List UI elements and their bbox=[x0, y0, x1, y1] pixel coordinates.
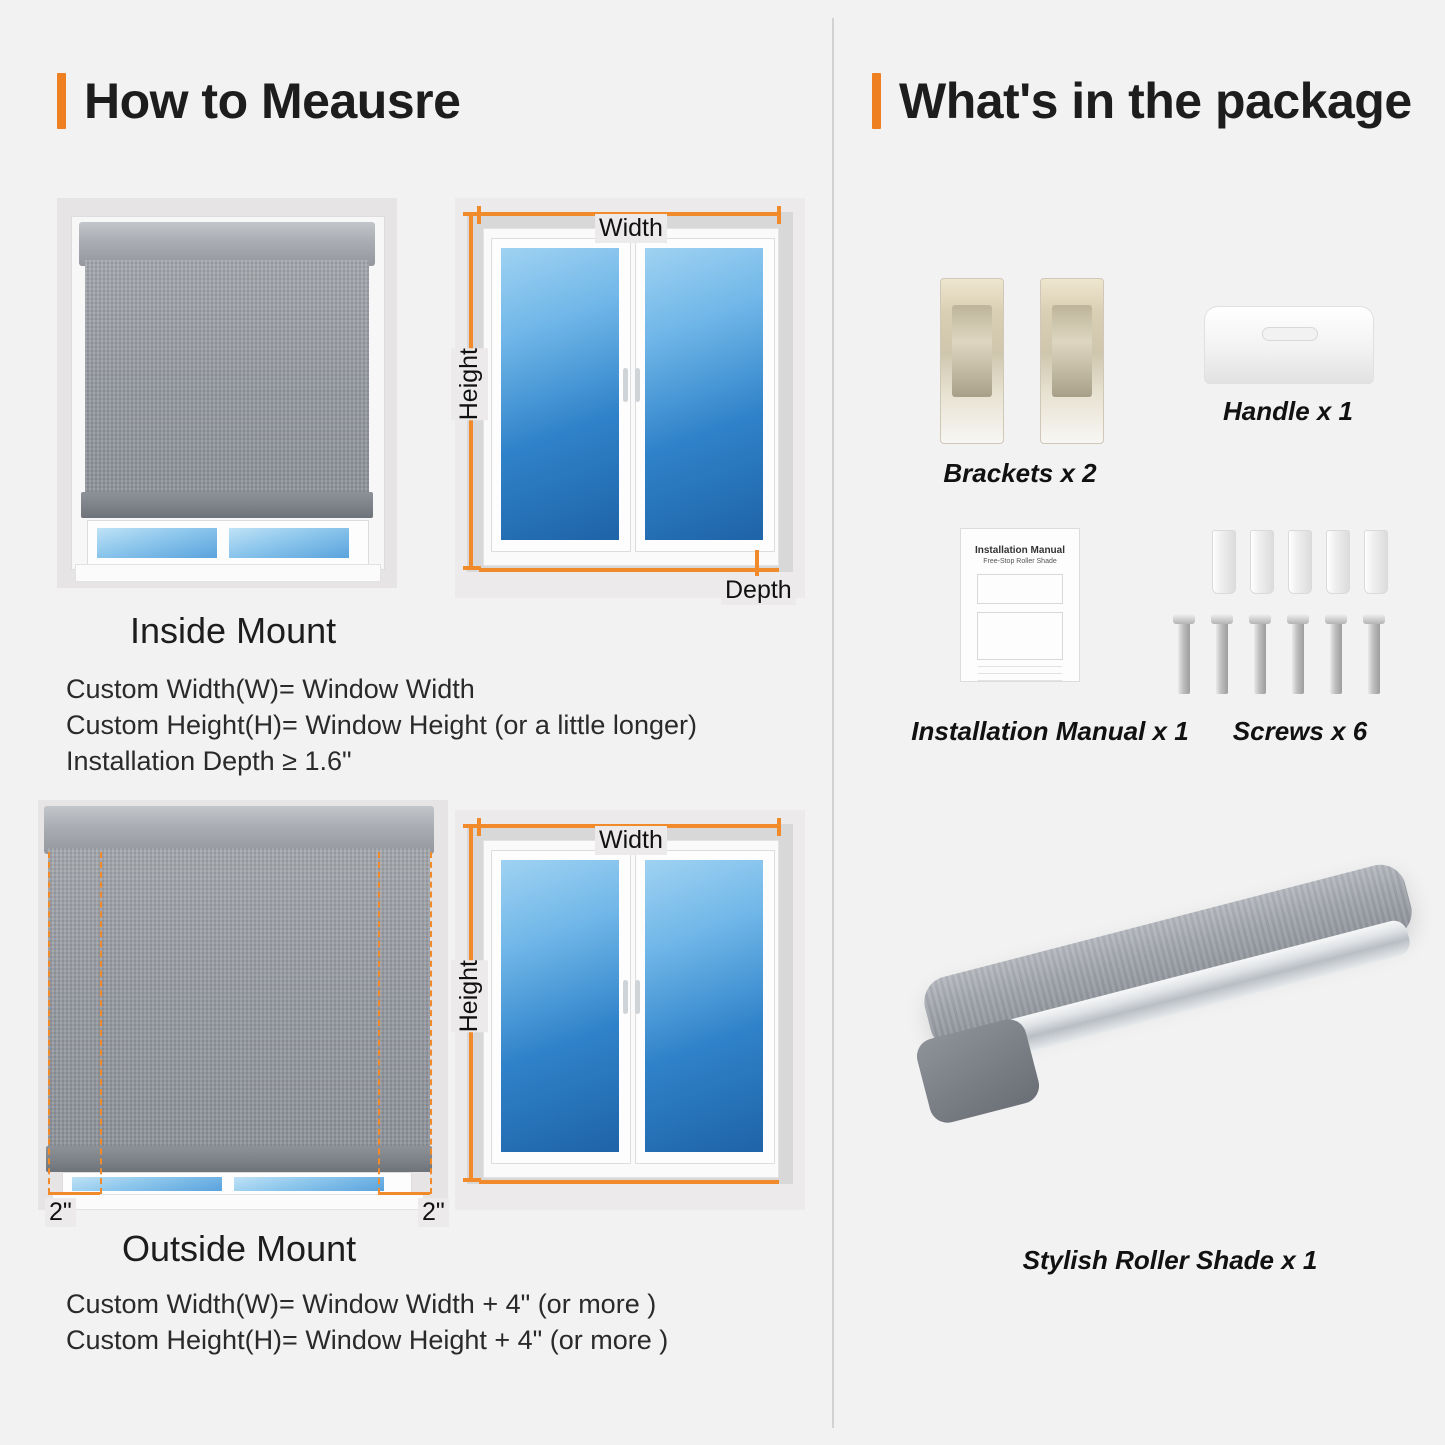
outside-height-label: Height bbox=[451, 960, 488, 1032]
handle-label: Handle x 1 bbox=[1222, 396, 1354, 426]
outside-spec-2: Custom Height(H)= Window Height + 4" (or more ) bbox=[66, 1325, 669, 1355]
outside-width-label: Width bbox=[595, 826, 667, 855]
outside-right-extension-label: 2" bbox=[418, 1198, 449, 1227]
panel-divider bbox=[832, 18, 834, 1428]
inside-mount-diagram bbox=[455, 198, 805, 604]
outside-mount-diagram bbox=[455, 810, 805, 1210]
heading-text: What's in the package bbox=[899, 73, 1412, 129]
outside-left-extension-label: 2" bbox=[45, 1198, 76, 1227]
accent-bar bbox=[872, 73, 881, 129]
manual-cover-subtitle: Free-Stop Roller Shade bbox=[983, 558, 1057, 565]
outside-mount-photo bbox=[38, 800, 448, 1210]
inside-height-label: Height bbox=[451, 348, 488, 420]
manual-cover-title: Installation Manual bbox=[974, 545, 1065, 556]
outside-spec-1: Custom Width(W)= Window Width + 4" (or more ) bbox=[66, 1289, 657, 1319]
inside-spec-3: Installation Depth ≥ 1.6" bbox=[66, 746, 352, 776]
inside-mount-title: Inside Mount bbox=[130, 610, 337, 651]
inside-depth-label: Depth bbox=[721, 576, 796, 605]
inside-mount-photo bbox=[57, 198, 397, 588]
brackets-label: Brackets x 2 bbox=[943, 458, 1097, 488]
inside-width-label: Width bbox=[595, 214, 667, 243]
heading-text: How to Meausre bbox=[84, 73, 461, 129]
installation-manual-illustration bbox=[960, 528, 1080, 682]
inside-spec-1: Custom Width(W)= Window Width bbox=[66, 674, 475, 704]
roller-shade-label: Stylish Roller Shade x 1 bbox=[1022, 1245, 1318, 1275]
how-to-measure-heading bbox=[57, 72, 460, 130]
manual-label: Installation Manual x 1 bbox=[911, 716, 1189, 746]
outside-mount-title: Outside Mount bbox=[122, 1228, 357, 1269]
screws-label: Screws x 6 bbox=[1232, 716, 1368, 746]
accent-bar bbox=[57, 73, 66, 129]
roller-shade-illustration bbox=[900, 860, 1420, 1180]
inside-spec-2: Custom Height(H)= Window Height (or a little longer) bbox=[66, 710, 697, 740]
handle-illustration bbox=[1204, 306, 1374, 384]
package-contents-heading bbox=[872, 72, 1412, 130]
